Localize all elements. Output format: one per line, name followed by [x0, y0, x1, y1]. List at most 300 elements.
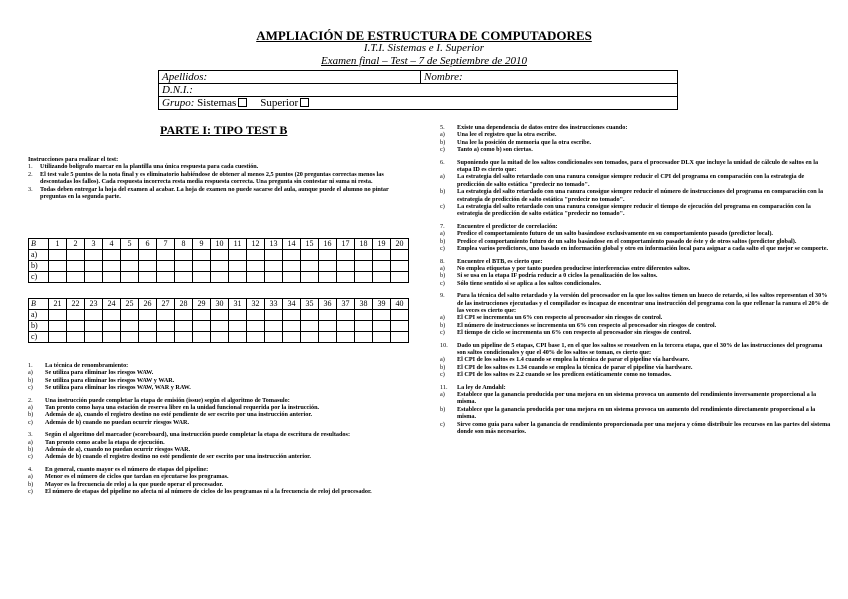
grid-question-number: 5	[121, 239, 139, 250]
student-info-table	[158, 70, 678, 110]
answer-cell[interactable]	[175, 321, 193, 332]
question-text: Encuentre el BTB, es cierto que:	[457, 257, 543, 265]
option-text: El número de instrucciones se incrementa un 6% con respecto al procesador sin riesgos de control.	[457, 321, 717, 329]
answer-option[interactable]	[440, 203, 832, 218]
question-text: Para la técnica del salto retardado y la versión del procesador en la que los saltos tienen un hueco de retardo, si los saltos representan el 30% de las instrucciones ejecutadas y el compilador es incapaz de encontrar una instrucción del programa con la que rellenar la ranura el 20% de las veces es cierto que:	[457, 292, 829, 314]
option-letter: a)	[28, 369, 33, 377]
option-text: El CPI de los saltos es 1.4 cuando se emplea la técnica de parar el pipeline vía hardware.	[457, 356, 690, 364]
answer-option[interactable]	[440, 131, 832, 138]
question-text: Existe una dependencia de datos entre dos instrucciones cuando:	[457, 124, 628, 131]
instruction-item	[28, 186, 408, 201]
option-letter: a)	[440, 131, 445, 139]
question	[440, 292, 832, 336]
option-text: Si se usa en la etapa IF podría reducir a 0 ciclos la penalización de los saltos.	[457, 272, 658, 280]
grid-question-number: 23	[85, 299, 103, 310]
answer-cell[interactable]	[355, 332, 373, 343]
answer-cell[interactable]	[247, 321, 265, 332]
answer-cell[interactable]	[319, 321, 337, 332]
answer-cell[interactable]	[229, 272, 247, 283]
grid-question-number: 16	[319, 239, 337, 250]
answer-option[interactable]	[28, 369, 408, 376]
answer-cell[interactable]	[391, 321, 409, 332]
answer-option[interactable]	[28, 473, 408, 480]
grid-question-number: 13	[265, 239, 283, 250]
grid-question-number: 4	[103, 239, 121, 250]
instruction-text: Todas deben entregar la hoja del examen al acabar. La hoja de examen no puede sacarse del aula, aunque puede el alumno no pintar preguntas en la segunda parte.	[40, 185, 389, 201]
answer-cell[interactable]	[283, 321, 301, 332]
grid-question-number: 25	[121, 299, 139, 310]
grid-option-label: c)	[29, 272, 49, 283]
option-letter: c)	[28, 453, 33, 461]
option-text: El número de etapas del pipeline no afecta ni al número de ciclos de los programas ni a la frecuencia de reloj del procesador.	[45, 488, 372, 496]
grid-question-number: 17	[337, 239, 355, 250]
grid-question-number: 40	[391, 299, 409, 310]
answer-cell[interactable]	[247, 310, 265, 321]
answer-cell[interactable]	[193, 261, 211, 272]
grid-question-number: 21	[49, 299, 67, 310]
answer-cell[interactable]	[139, 261, 157, 272]
answer-cell[interactable]	[337, 310, 355, 321]
instruction-number: 2.	[28, 170, 33, 178]
grid-question-number: 34	[283, 299, 301, 310]
answer-cell[interactable]	[247, 261, 265, 272]
answer-option[interactable]	[28, 439, 408, 446]
question-text: Suponiendo que la mitad de los saltos condicionales son tomados, para el procesador DLX que incluye la unidad de cálculo de saltos en la etapa ID es cierto que:	[457, 158, 819, 174]
answer-cell[interactable]	[373, 321, 391, 332]
question-text: Según el algoritmo del marcador (scoreboard), una instrucción puede completar la etapa de escritura de resultados:	[45, 431, 350, 439]
answer-cell[interactable]	[301, 321, 319, 332]
answer-option[interactable]	[28, 481, 408, 488]
answer-cell[interactable]	[229, 261, 247, 272]
answer-cell[interactable]	[265, 261, 283, 272]
option-letter: c)	[440, 203, 445, 211]
question-stem	[28, 431, 408, 438]
question-number: 11.	[440, 383, 448, 391]
answer-cell[interactable]	[67, 321, 85, 332]
answer-option[interactable]	[28, 446, 408, 453]
option-text: Una lee el registro que la otra escribe.	[457, 131, 557, 139]
answer-cell[interactable]	[301, 332, 319, 343]
answer-cell[interactable]	[391, 250, 409, 261]
question-number: 8.	[440, 257, 445, 265]
question	[28, 466, 408, 496]
grid-question-number: 35	[301, 299, 319, 310]
answer-cell[interactable]	[283, 250, 301, 261]
option-letter: b)	[28, 411, 34, 419]
question-number: 1.	[28, 362, 33, 369]
answer-cell[interactable]	[337, 261, 355, 272]
answer-cell[interactable]	[175, 332, 193, 343]
question-number: 7.	[440, 222, 445, 230]
answer-cell[interactable]	[121, 250, 139, 261]
answer-cell[interactable]	[103, 261, 121, 272]
answer-cell[interactable]	[85, 250, 103, 261]
option-text: El CPI se incrementa un 6% con respecto al procesador sin riesgos de control.	[457, 314, 663, 322]
answer-cell[interactable]	[85, 310, 103, 321]
answer-cell[interactable]	[49, 310, 67, 321]
grid-question-number: 12	[247, 239, 265, 250]
answer-option[interactable]	[440, 230, 832, 237]
grid-question-number: 22	[67, 299, 85, 310]
option-letter: c)	[440, 371, 445, 379]
answer-option[interactable]	[28, 453, 408, 460]
answer-cell[interactable]	[157, 261, 175, 272]
nombre-field[interactable]: Nombre:	[421, 71, 678, 84]
answer-cell[interactable]	[103, 321, 121, 332]
option-letter: c)	[440, 245, 445, 253]
grid-question-number: 30	[211, 299, 229, 310]
answer-cell[interactable]	[391, 332, 409, 343]
question-stem	[440, 159, 832, 174]
answer-cell[interactable]	[175, 261, 193, 272]
answer-cell[interactable]	[103, 332, 121, 343]
answer-cell[interactable]	[391, 261, 409, 272]
answer-cell[interactable]	[283, 272, 301, 283]
question-stem	[28, 397, 408, 404]
answer-cell[interactable]	[229, 250, 247, 261]
option-text: Además de b) cuando no puedan ocurrir riesgos WAR.	[45, 418, 189, 426]
answer-cell[interactable]	[247, 250, 265, 261]
answer-option[interactable]	[440, 139, 832, 146]
answer-cell[interactable]	[85, 332, 103, 343]
superior-checkbox[interactable]	[300, 98, 309, 107]
answer-cell[interactable]	[211, 250, 229, 261]
answer-option[interactable]	[28, 411, 408, 418]
answer-cell[interactable]	[301, 272, 319, 283]
question-number: 6.	[440, 158, 445, 166]
grid-question-number: 11	[229, 239, 247, 250]
answer-cell[interactable]	[373, 272, 391, 283]
option-text: Predice el comportamiento futuro de un salto basándose exclusivamente en su comportamiento pasado (predictor local).	[457, 230, 773, 238]
answer-cell[interactable]	[265, 310, 283, 321]
answer-cell[interactable]	[355, 310, 373, 321]
option-text: Además de a), cuando el registro destino no esté pendiente de ser escrito por una instrucción anterior.	[45, 411, 313, 419]
option-text: Tan pronto como acabe la etapa de ejecución.	[45, 438, 165, 446]
answer-cell[interactable]	[337, 321, 355, 332]
answer-cell[interactable]	[283, 332, 301, 343]
question-stem	[440, 124, 832, 131]
answer-cell[interactable]	[301, 310, 319, 321]
option-text: Tan pronto como haya una estación de reserva libre en la unidad funcional requerida por la instrucción.	[45, 404, 320, 412]
answer-cell[interactable]	[175, 250, 193, 261]
option-letter: c)	[440, 279, 445, 287]
option-text: Además de a), cuando no puedan ocurrir riesgos WAR.	[45, 446, 191, 454]
answer-cell[interactable]	[67, 272, 85, 283]
answer-cell[interactable]	[319, 250, 337, 261]
document-subtitle: I.T.I. Sistemas e I. Superior	[363, 42, 485, 54]
question-text: Encuentre el predictor de correlación:	[457, 222, 558, 230]
answer-cell[interactable]	[319, 310, 337, 321]
answer-cell[interactable]	[193, 310, 211, 321]
answer-option[interactable]	[440, 329, 832, 336]
question	[28, 397, 408, 427]
grid-question-number: 28	[175, 299, 193, 310]
option-text: La estrategia del salto retardado con una ranura consigue siempre reducir el tiempo de ejecución del programa en comparación con la estrategia de predicción de salto estática "predecir no tomado".	[457, 203, 811, 218]
grid-question-number: 7	[157, 239, 175, 250]
answer-cell[interactable]	[373, 310, 391, 321]
answer-cell[interactable]	[67, 261, 85, 272]
question	[28, 362, 408, 392]
grid-label: B	[29, 299, 49, 310]
answer-option[interactable]	[28, 488, 408, 495]
answer-option[interactable]	[440, 406, 832, 421]
answer-cell[interactable]	[121, 272, 139, 283]
option-text: La estrategia del salto retardado con una ranura consigue siempre reducir el número de instrucciones del programa en comparación con la estrategia de predicción de salto estática "predecir no tomado".	[457, 188, 824, 203]
answer-cell[interactable]	[121, 310, 139, 321]
option-letter: c)	[28, 488, 33, 496]
answer-cell[interactable]	[193, 272, 211, 283]
instruction-item	[28, 171, 408, 186]
option-letter: a)	[28, 473, 33, 481]
option-letter: a)	[440, 230, 445, 238]
answer-cell[interactable]	[265, 332, 283, 343]
answer-option[interactable]	[440, 371, 832, 378]
grid-question-number: 6	[139, 239, 157, 250]
answer-cell[interactable]	[175, 272, 193, 283]
answer-option[interactable]	[440, 173, 832, 188]
answer-option[interactable]	[440, 314, 832, 321]
grid-question-number: 32	[247, 299, 265, 310]
answer-cell[interactable]	[175, 310, 193, 321]
grid-question-number: 24	[103, 299, 121, 310]
answer-cell[interactable]	[193, 321, 211, 332]
answer-cell[interactable]	[121, 261, 139, 272]
question-stem	[440, 223, 832, 230]
answer-cell[interactable]	[373, 261, 391, 272]
answer-cell[interactable]	[355, 261, 373, 272]
option-letter: c)	[440, 146, 445, 154]
answer-cell[interactable]	[319, 332, 337, 343]
question	[440, 223, 832, 253]
answer-cell[interactable]	[247, 272, 265, 283]
answer-cell[interactable]	[391, 272, 409, 283]
option-text: El CPI de los saltos es 1.34 cuando se emplea la técnica de parar el pipeline vía hardware.	[457, 363, 693, 371]
question	[440, 384, 832, 436]
dni-field[interactable]: D.N.I.:	[159, 84, 678, 97]
grid-question-number: 37	[337, 299, 355, 310]
answer-cell[interactable]	[211, 321, 229, 332]
answer-cell[interactable]	[85, 272, 103, 283]
answer-cell[interactable]	[301, 250, 319, 261]
answer-cell[interactable]	[283, 261, 301, 272]
option-letter: c)	[440, 329, 445, 337]
question	[440, 124, 832, 154]
answer-option[interactable]	[28, 377, 408, 384]
grid-question-number: 26	[139, 299, 157, 310]
apellidos-field[interactable]: Apellidos:	[159, 71, 421, 84]
answer-cell[interactable]	[211, 272, 229, 283]
answer-grid-2	[28, 298, 409, 343]
answer-cell[interactable]	[49, 332, 67, 343]
answer-option[interactable]	[28, 419, 408, 426]
answer-option[interactable]	[440, 280, 832, 287]
answer-cell[interactable]	[67, 332, 85, 343]
answer-cell[interactable]	[265, 272, 283, 283]
grupo-field	[159, 97, 678, 110]
option-text: Establece que la ganancia producida por una mejora en un sistema provoca un aumento del rendimiento directamente proporcional a la misma.	[457, 405, 816, 421]
answer-option[interactable]	[28, 404, 408, 411]
question-number: 5.	[440, 124, 445, 131]
answer-cell[interactable]	[337, 250, 355, 261]
option-letter: c)	[28, 418, 33, 426]
option-text: Sólo tiene sentido si se aplica a los saltos condicionales.	[457, 279, 602, 287]
question-number: 4.	[28, 465, 33, 473]
answer-cell[interactable]	[139, 332, 157, 343]
answer-cell[interactable]	[157, 310, 175, 321]
answer-cell[interactable]	[337, 332, 355, 343]
instruction-number: 3.	[28, 185, 33, 193]
answer-cell[interactable]	[355, 321, 373, 332]
answer-option[interactable]	[440, 364, 832, 371]
option-text: Además de b) cuando el registro destino no esté pendiente de ser escrito por una instrucción anterior.	[45, 453, 311, 461]
option-letter: b)	[440, 272, 446, 280]
answer-cell[interactable]	[211, 261, 229, 272]
option-letter: b)	[440, 188, 446, 196]
answer-cell[interactable]	[85, 261, 103, 272]
question-text: Una instrucción puede completar la etapa de emisión (issue) según el algoritmo de Tomasulo:	[45, 396, 290, 404]
answer-cell[interactable]	[355, 250, 373, 261]
question-number: 2.	[28, 396, 33, 404]
grid-question-number: 31	[229, 299, 247, 310]
answer-cell[interactable]	[103, 250, 121, 261]
grid-question-number: 20	[391, 239, 409, 250]
option-text: Sirve como guía para saber la ganancia de rendimiento proporcionada por una mejora y cómo distribuir los recursos en las partes del sistema donde son más necesarios.	[457, 420, 831, 436]
option-text: El tiempo de ciclo se incrementa un 6% con respecto al procesador sin riesgos de control.	[457, 329, 692, 337]
question	[440, 159, 832, 218]
answer-cell[interactable]	[139, 272, 157, 283]
grid-option-label: a)	[29, 310, 49, 321]
answer-option[interactable]	[440, 421, 832, 436]
answer-cell[interactable]	[67, 310, 85, 321]
grid-question-number: 19	[373, 239, 391, 250]
answer-grid-1	[28, 238, 409, 283]
answer-option[interactable]	[440, 322, 832, 329]
answer-option[interactable]	[440, 265, 832, 272]
question	[440, 342, 832, 379]
superior-label: Superior	[260, 97, 299, 109]
question-number: 9.	[440, 292, 445, 300]
answer-cell[interactable]	[211, 332, 229, 343]
option-letter: b)	[28, 480, 34, 488]
answer-cell[interactable]	[49, 261, 67, 272]
answer-cell[interactable]	[139, 310, 157, 321]
question-text: En general, cuanto mayor es el número de etapas del pipeline:	[45, 465, 209, 473]
answer-cell[interactable]	[49, 321, 67, 332]
option-letter: a)	[28, 404, 33, 412]
answer-cell[interactable]	[373, 250, 391, 261]
answer-cell[interactable]	[337, 272, 355, 283]
grid-option-label: c)	[29, 332, 49, 343]
grid-option-label: a)	[29, 250, 49, 261]
grid-question-number: 2	[67, 239, 85, 250]
answer-option[interactable]	[440, 272, 832, 279]
answer-cell[interactable]	[49, 250, 67, 261]
answer-cell[interactable]	[67, 250, 85, 261]
answer-option[interactable]	[440, 146, 832, 153]
exam-date: Examen final – Test – 7 de Septiembre de 2010	[320, 55, 527, 67]
instruction-number: 1.	[28, 163, 33, 171]
answer-cell[interactable]	[319, 261, 337, 272]
option-letter: b)	[28, 376, 34, 384]
answer-cell[interactable]	[157, 250, 175, 261]
document-title: AMPLIACIÓN DE ESTRUCTURA DE COMPUTADORES	[256, 28, 592, 43]
answer-cell[interactable]	[49, 272, 67, 283]
answer-cell[interactable]	[373, 332, 391, 343]
answer-cell[interactable]	[229, 321, 247, 332]
answer-cell[interactable]	[157, 332, 175, 343]
answer-cell[interactable]	[139, 321, 157, 332]
sistemas-label: Sistemas	[197, 97, 237, 109]
answer-cell[interactable]	[121, 321, 139, 332]
question-number: 3.	[28, 431, 33, 439]
answer-cell[interactable]	[229, 310, 247, 321]
grid-label: B	[29, 239, 49, 250]
option-letter: b)	[440, 138, 446, 146]
option-text: Predice el comportamiento futuro de un salto basándose en el comportamiento pasado de éste y de otros saltos (predictor global).	[457, 237, 797, 245]
answer-cell[interactable]	[247, 332, 265, 343]
question-number: 10.	[440, 341, 448, 349]
answer-cell[interactable]	[283, 310, 301, 321]
answer-cell[interactable]	[139, 250, 157, 261]
answer-cell[interactable]	[301, 261, 319, 272]
answer-cell[interactable]	[265, 250, 283, 261]
sistemas-checkbox[interactable]	[238, 98, 247, 107]
answer-cell[interactable]	[103, 272, 121, 283]
answer-option[interactable]	[440, 188, 832, 203]
answer-cell[interactable]	[265, 321, 283, 332]
answer-cell[interactable]	[211, 310, 229, 321]
option-letter: b)	[440, 321, 446, 329]
option-text: Se utiliza para eliminar los riesgos WAW y WAR.	[45, 376, 175, 384]
grid-question-number: 14	[283, 239, 301, 250]
grid-question-number: 10	[211, 239, 229, 250]
option-text: Se utiliza para eliminar los riesgos WAW, WAR y RAW.	[45, 384, 191, 392]
option-text: Tanto a) como b) son ciertas.	[457, 146, 533, 154]
answer-cell[interactable]	[193, 250, 211, 261]
option-text: Menor es el número de ciclos que tardan en ejecutarse los programas.	[45, 473, 229, 481]
answer-cell[interactable]	[157, 272, 175, 283]
option-letter: a)	[440, 391, 445, 398]
option-letter: b)	[28, 446, 34, 454]
answer-option[interactable]	[440, 356, 832, 363]
answer-cell[interactable]	[391, 310, 409, 321]
answer-cell[interactable]	[229, 332, 247, 343]
answer-cell[interactable]	[319, 272, 337, 283]
option-text: Se utiliza para eliminar los riesgos WAW.	[45, 369, 154, 377]
answer-option[interactable]	[440, 245, 832, 252]
option-letter: c)	[28, 384, 33, 392]
answer-cell[interactable]	[121, 332, 139, 343]
question-stem	[440, 342, 832, 357]
option-text: Una lee la posición de memoria que la otra escribe.	[457, 138, 592, 146]
option-letter: a)	[28, 438, 33, 446]
answer-option[interactable]	[28, 384, 408, 391]
instruction-text: Utilizando bolígrafo marcar en la plantilla una única respuesta para cada cuestión.	[40, 163, 259, 171]
answer-cell[interactable]	[85, 321, 103, 332]
grid-question-number: 18	[355, 239, 373, 250]
answer-option[interactable]	[440, 238, 832, 245]
option-text: Mayor es la frecuencia de reloj a la que puede operar el procesador.	[45, 480, 224, 488]
answer-option[interactable]	[440, 391, 832, 406]
grid-question-number: 15	[301, 239, 319, 250]
answer-cell[interactable]	[103, 310, 121, 321]
instruction-item	[28, 163, 408, 170]
answer-cell[interactable]	[355, 272, 373, 283]
answer-cell[interactable]	[157, 321, 175, 332]
grid-question-number: 33	[265, 299, 283, 310]
grid-question-number: 1	[49, 239, 67, 250]
answer-cell[interactable]	[193, 332, 211, 343]
